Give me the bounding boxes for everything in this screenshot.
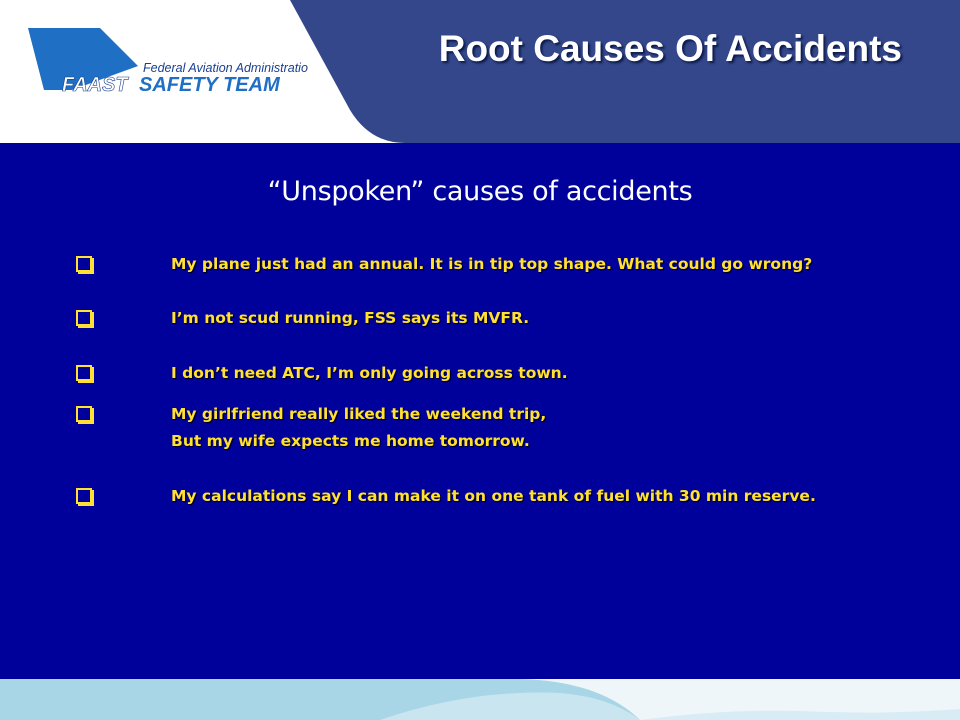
checkbox-bullet-icon [76,256,92,272]
bullet-text: I don’t need ATC, I’m only going across town. [171,364,568,382]
bullet-text: My girlfriend really liked the weekend trip, [171,405,547,423]
bullet-text: My plane just had an annual. It is in tip top shape. What could go wrong? [171,255,813,273]
bullet-text-continuation: But my wife expects me home tomorrow. [171,432,530,450]
slide-subtitle: “Unspoken” causes of accidents [267,176,693,207]
checkbox-bullet-icon [76,406,92,422]
faast-logo [28,26,308,96]
footer-wave [0,679,960,720]
bullet-text: My calculations say I can make it on one tank of fuel with 30 min reserve. [171,487,816,505]
slide-header [0,0,960,143]
bullet-text: I’m not scud running, FSS says its MVFR. [171,309,530,327]
checkbox-bullet-icon [76,365,92,381]
footer-band [0,679,960,720]
checkbox-bullet-icon [76,310,92,326]
slide-title: Root Causes Of Accidents [438,28,902,69]
logo-faast-text: FAAST [62,74,128,96]
logo-agency-text: Federal Aviation Administration [143,61,308,75]
checkbox-bullet-icon [76,488,92,504]
faast-logo-graphic [28,26,308,96]
logo-safety-team-text: SAFETY TEAM [139,74,280,96]
